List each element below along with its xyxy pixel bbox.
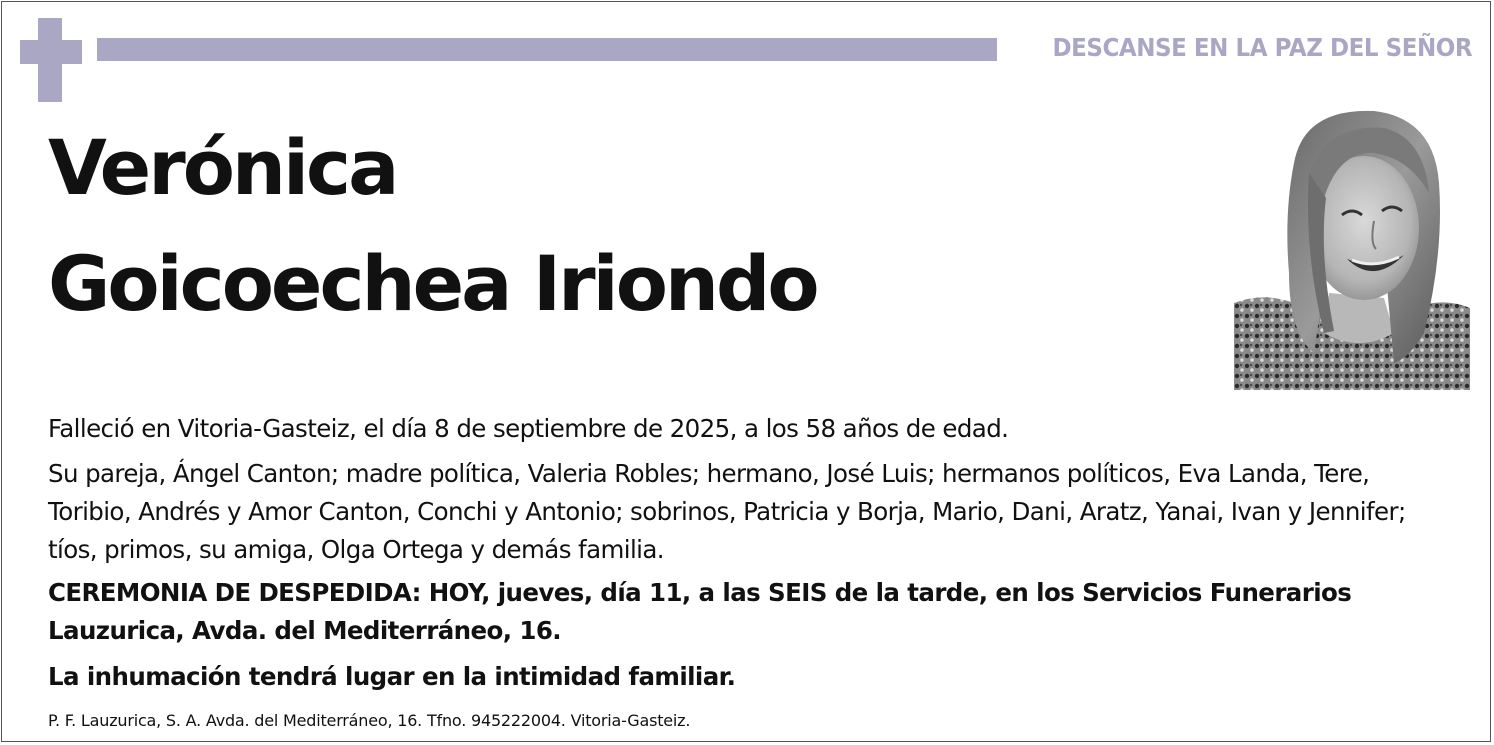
death-notice-text: Falleció en Vitoria-Gasteiz, el día 8 de septiembre de 2025, a los 58 años de edad.: [48, 414, 1009, 443]
funeral-home-footer: P. F. Lauzurica, S. A. Avda. del Mediterráneo, 16. Tfno. 945222004. Vitoria-Gasteiz.: [48, 711, 691, 730]
family-list-text: Su pareja, Ángel Canton; madre política, Valeria Robles; hermano, José Luis; hermanos políticos, Eva Landa, Tere, Toribio, Andrés y Amor Canton, Conchi y Antonio; sobrinos, Patricia y Borja, Mario, Dani, Aratz, Yanai, Ivan y Jennifer; tíos, primos, su amiga, Olga Ortega y demás familia.: [48, 459, 1406, 564]
portrait-illustration: [1234, 103, 1470, 390]
header-rule: [97, 38, 997, 61]
header-tagline: DESCANSE EN LA PAZ DEL SEÑOR: [1052, 33, 1472, 62]
deceased-first-name: Verónica: [48, 123, 397, 212]
deceased-surnames: Goicoechea Iriondo: [48, 239, 817, 328]
ceremony-text: CEREMONIA DE DESPEDIDA: HOY, jueves, día 11, a las SEIS de la tarde, en los Servicios Funerarios Lauzurica, Avda. del Mediterráneo, 16.: [48, 578, 1352, 645]
cross-icon: [20, 18, 82, 102]
burial-text: La inhumación tendrá lugar en la intimidad familiar.: [48, 662, 736, 691]
cross-horizontal-bar: [20, 40, 82, 64]
portrait-photo: [1234, 103, 1470, 390]
